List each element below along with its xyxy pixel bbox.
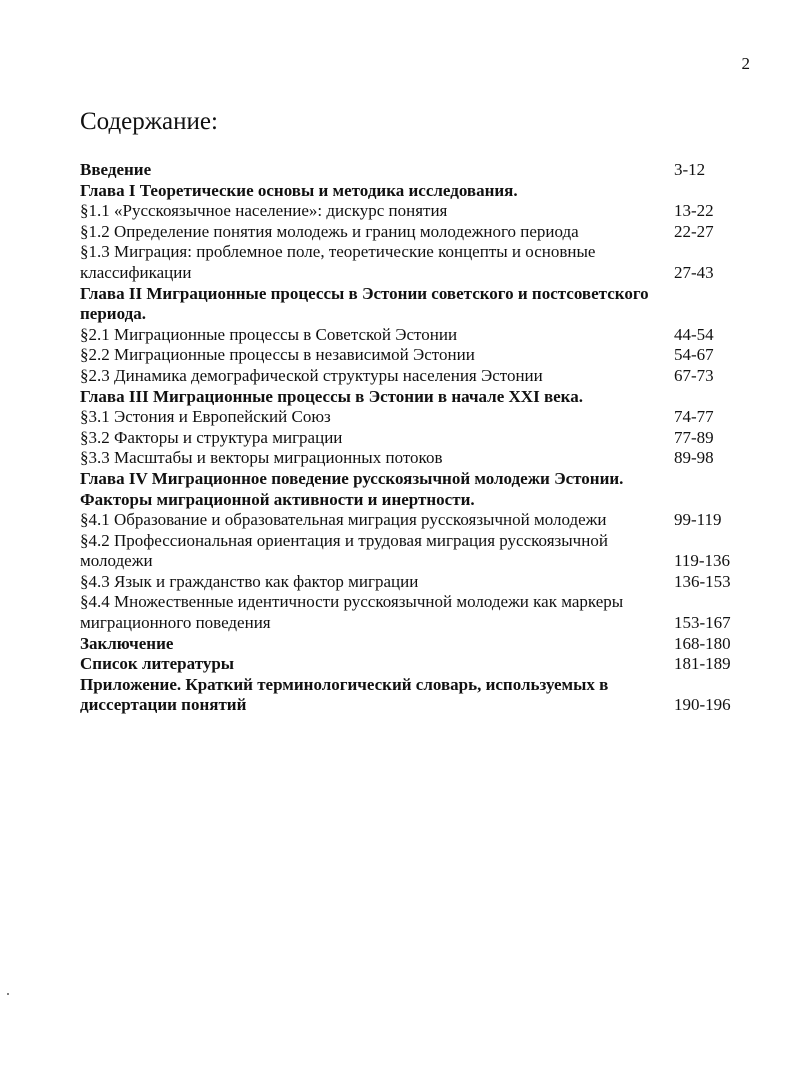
toc-entry-pages: 44-54 bbox=[674, 324, 714, 344]
toc-entry-pages: 136-153 bbox=[674, 571, 731, 591]
toc-entry-text: §1.1 «Русскоязычное население»: дискурс понятия bbox=[80, 201, 448, 221]
toc-entry-text: Заключение bbox=[80, 633, 174, 653]
toc-entry bbox=[80, 325, 740, 346]
toc-entry bbox=[80, 510, 740, 531]
toc-entry bbox=[80, 531, 740, 572]
toc-entry bbox=[80, 242, 740, 283]
table-of-contents bbox=[80, 160, 740, 716]
toc-entry-text: §1.2 Определение понятия молодежь и границ молодежного периода bbox=[80, 221, 579, 241]
toc-entry-pages: 13-22 bbox=[674, 201, 714, 221]
toc-entry-text: §1.3 Миграция: проблемное поле, теоретические концепты и основные классификации bbox=[80, 242, 596, 282]
toc-entry-pages: 22-27 bbox=[674, 221, 714, 241]
toc-entry-text: §3.2 Факторы и структура миграции bbox=[80, 427, 343, 447]
toc-entry-text: Глава I Теоретические основы и методика исследования. bbox=[80, 180, 518, 200]
toc-entry bbox=[80, 407, 740, 428]
toc-entry bbox=[80, 284, 740, 325]
toc-title: Содержание: bbox=[80, 108, 218, 135]
toc-entry-pages: 190-196 bbox=[674, 695, 731, 715]
toc-entry-text: Приложение. Краткий терминологический словарь, используемых в диссертации понятий bbox=[80, 674, 609, 715]
toc-entry-text: §2.3 Динамика демографической структуры населения Эстонии bbox=[80, 365, 543, 385]
toc-entry bbox=[80, 572, 740, 593]
toc-entry-pages: 3-12 bbox=[674, 160, 706, 179]
toc-entry-text: Глава IV Миграционное поведение русскоязычной молодежи Эстонии. Факторы миграционной активности и инертности. bbox=[80, 468, 624, 509]
toc-entry-text: §2.1 Миграционные процессы в Советской Эстонии bbox=[80, 324, 458, 344]
toc-entry bbox=[80, 469, 740, 510]
toc-entry bbox=[80, 634, 740, 655]
toc-entry bbox=[80, 201, 740, 222]
toc-entry-pages: 99-119 bbox=[674, 510, 722, 530]
toc-entry-pages: 119-136 bbox=[674, 551, 731, 571]
toc-entry-text: §2.2 Миграционные процессы в независимой Эстонии bbox=[80, 345, 475, 365]
toc-entry-pages: 77-89 bbox=[674, 427, 714, 447]
toc-entry-text: Список литературы bbox=[80, 654, 235, 674]
toc-entry-text: §4.2 Профессиональная ориентация и трудовая миграция русскоязычной молодежи bbox=[80, 530, 608, 571]
page-number: 2 bbox=[741, 54, 750, 73]
toc-entry bbox=[80, 592, 740, 633]
toc-entry-pages: 168-180 bbox=[674, 633, 731, 653]
toc-entry-text: §3.1 Эстония и Европейский Союз bbox=[80, 407, 331, 427]
toc-entry bbox=[80, 181, 740, 202]
toc-entry-pages: 89-98 bbox=[674, 448, 714, 468]
toc-entry bbox=[80, 160, 740, 181]
toc-entry-pages: 153-167 bbox=[674, 613, 731, 633]
toc-entry bbox=[80, 345, 740, 366]
toc-entry-text: §4.4 Множественные идентичности русскоязычной молодежи как маркеры миграционного поведения bbox=[80, 592, 624, 633]
toc-entry-text: §4.1 Образование и образовательная миграция русскоязычной молодежи bbox=[80, 510, 607, 530]
toc-entry-pages: 67-73 bbox=[674, 365, 714, 385]
toc-entry bbox=[80, 366, 740, 387]
toc-entry bbox=[80, 675, 740, 716]
toc-entry-pages: 27-43 bbox=[674, 262, 714, 282]
scan-speck bbox=[7, 993, 9, 995]
toc-entry-pages: 74-77 bbox=[674, 407, 714, 427]
toc-entry bbox=[80, 654, 740, 675]
toc-entry bbox=[80, 222, 740, 243]
toc-entry-pages: 54-67 bbox=[674, 345, 714, 365]
toc-entry bbox=[80, 428, 740, 449]
toc-entry-pages: 181-189 bbox=[674, 654, 731, 674]
toc-entry bbox=[80, 387, 740, 408]
toc-entry-text: §4.3 Язык и гражданство как фактор миграции bbox=[80, 571, 419, 591]
toc-entry-text: §3.3 Масштабы и векторы миграционных потоков bbox=[80, 448, 443, 468]
toc-entry bbox=[80, 448, 740, 469]
toc-entry-text: Глава III Миграционные процессы в Эстонии в начале XXI века. bbox=[80, 386, 583, 406]
toc-entry-text: Глава II Миграционные процессы в Эстонии советского и постсоветского периода. bbox=[80, 283, 649, 324]
toc-entry-text: Введение bbox=[80, 160, 152, 179]
